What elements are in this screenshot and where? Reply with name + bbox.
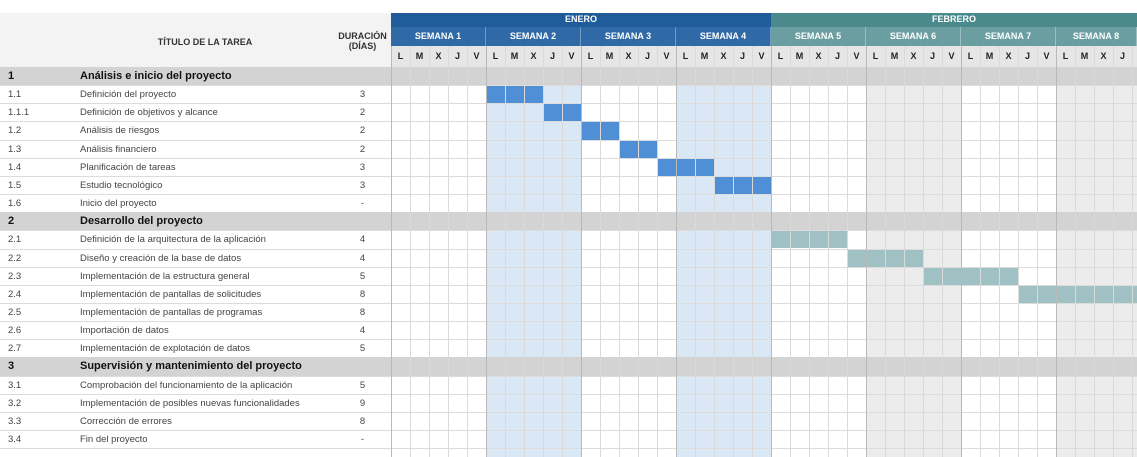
duration-header-line2: (DÍAS) [348,41,377,51]
grid-column-line [752,46,753,457]
day-header-letter: L [397,51,404,61]
grid-column-line [657,46,658,457]
task-title: Inicio del proyecto [80,198,157,210]
task-title: Implementación de posibles nuevas funcionalidades [80,397,300,409]
grid-column-line [999,46,1000,457]
day-header-letter: L [1062,51,1069,61]
row-divider [0,85,1137,86]
grid-column-line [1018,46,1019,457]
grid-column-line [847,46,848,457]
task-bar-1.1[interactable] [486,86,543,103]
grid-column-line [524,46,525,457]
grid-column-line [467,46,468,457]
grid-column-line [1113,46,1114,457]
week-header-7: SEMANA 7 [961,27,1056,46]
day-header-letter: M [795,51,804,61]
day-header-letter: V [948,51,955,61]
task-id: 1.4 [8,161,22,173]
day-header-letter: M [415,51,424,61]
task-id: 2.6 [8,325,22,337]
day-header-letter: J [549,51,555,61]
section-title: Desarrollo del proyecto [80,215,203,228]
week-header-4: SEMANA 4 [676,27,771,46]
row-divider [0,448,1137,449]
section-id: 2 [8,215,15,228]
grid-column-line [866,46,867,457]
row-divider [0,140,1137,141]
grid-column-line [828,46,829,457]
month-header-february: FEBRERO [771,13,1137,27]
task-duration: 5 [359,379,366,391]
task-duration: 9 [359,397,366,409]
section-title: Supervisión y mantenimiento del proyecto [80,360,302,373]
duration-header [335,31,390,51]
week-shade-2 [486,67,581,457]
grid-column-line [980,46,981,457]
day-header-letter: M [985,51,994,61]
day-header-letter: J [739,51,745,61]
task-bar-2.4[interactable] [1018,286,1137,303]
task-bar-2.3[interactable] [923,268,1018,285]
task-title: Análisis de riesgos [80,125,160,137]
row-divider [0,176,1137,177]
grid-column-line [429,46,430,457]
grid-column-line [505,46,506,457]
task-title: Estudio tecnológico [80,179,163,191]
day-header-letter: V [473,51,480,61]
day-header-letter: J [929,51,935,61]
grid-column-line [391,46,392,457]
task-duration: 5 [359,270,366,282]
row-divider [0,376,1137,377]
row-divider [0,158,1137,159]
task-title: Importación de datos [80,325,169,337]
day-header-letter: M [890,51,899,61]
grid-column-line [562,46,563,457]
day-header-letter: V [758,51,765,61]
week-shade-4 [676,67,771,457]
week-header-1: SEMANA 1 [391,27,486,46]
grid-column-line [733,46,734,457]
task-title: Implementación de la estructura general [80,270,250,282]
task-duration: 4 [359,234,366,246]
row-divider [0,285,1137,286]
day-header-letter: J [834,51,840,61]
task-id: 2.7 [8,343,22,355]
task-duration: - [360,434,365,445]
week-header-3: SEMANA 3 [581,27,676,46]
task-id: 3.4 [8,434,22,445]
task-duration: 3 [359,89,366,101]
row-divider [0,412,1137,413]
row-divider [0,321,1137,322]
day-header-letter: L [872,51,879,61]
task-duration: 8 [359,288,366,300]
grid-column-line [600,46,601,457]
grid-column-line [695,46,696,457]
task-duration: 2 [359,143,366,155]
grid-column-line [619,46,620,457]
week-header-8: SEMANA 8 [1056,27,1137,46]
day-header-letter: M [605,51,614,61]
day-header-letter: X [815,51,822,61]
grid-column-line [581,46,582,457]
section-id: 1 [8,70,15,82]
row-divider [0,194,1137,195]
task-duration: 5 [359,343,366,355]
task-title: Análisis financiero [80,143,157,155]
task-duration: - [360,198,365,210]
row-divider [0,121,1137,122]
task-id: 3.2 [8,397,22,409]
task-title: Implementación de pantallas de solicitudes [80,288,262,300]
day-header-letter: X [530,51,537,61]
task-id: 3.1 [8,379,22,391]
task-title: Planificación de tareas [80,161,176,173]
task-duration: 4 [359,325,366,337]
day-header-letter: J [644,51,650,61]
day-header-letter: X [720,51,727,61]
grid-column-line [771,46,772,457]
task-id: 2.4 [8,288,22,300]
grid-column-line [885,46,886,457]
day-header-letter: J [454,51,460,61]
task-title: Definición del proyecto [80,89,177,101]
grid-column-line [790,46,791,457]
day-header-letter: M [510,51,519,61]
task-duration: 3 [359,179,366,191]
task-duration: 8 [359,415,366,427]
grid-column-line [1132,46,1133,457]
grid-column-line [676,46,677,457]
task-id: 3.3 [8,415,22,427]
week-shade-8 [1056,67,1137,457]
task-bar-1.5[interactable] [714,177,771,194]
day-header-letter: L [777,51,784,61]
day-header-letter: M [1080,51,1089,61]
grid-column-line [809,46,810,457]
grid-column-line [942,46,943,457]
day-header-letter: L [967,51,974,61]
day-header-letter: L [682,51,689,61]
task-id: 2.2 [8,252,22,264]
day-header-letter: L [492,51,499,61]
day-header-letter: X [1100,51,1107,61]
task-id: 2.1 [8,234,22,246]
grid-column-line [638,46,639,457]
day-header-letter: M [700,51,709,61]
day-header-letter: X [625,51,632,61]
day-header-letter: X [910,51,917,61]
day-header-letter: J [1024,51,1030,61]
task-id: 1.5 [8,179,22,191]
task-title: Corrección de errores [80,415,172,427]
day-header-letter: J [1119,51,1125,61]
day-header-letter: X [435,51,442,61]
task-title: Diseño y creación de la base de datos [80,252,242,264]
task-title: Fin del proyecto [80,434,148,445]
grid-column-line [486,46,487,457]
week-header-2: SEMANA 2 [486,27,581,46]
grid-column-line [1056,46,1057,457]
task-id: 1.6 [8,198,22,210]
row-divider [0,303,1137,304]
grid-column-line [1094,46,1095,457]
task-id: 1.3 [8,143,22,155]
task-id: 2.3 [8,270,22,282]
task-title: Definición de objetivos y alcance [80,107,218,119]
month-header-january: ENERO [391,13,771,27]
week-header-6: SEMANA 6 [866,27,961,46]
row-divider [0,230,1137,231]
row-divider [0,394,1137,395]
row-divider [0,249,1137,250]
task-id: 1.1.1 [8,107,30,119]
day-header-letter: V [568,51,575,61]
day-header-letter: V [663,51,670,61]
task-title: Implementación de pantallas de programas [80,306,263,318]
grid-column-line [1075,46,1076,457]
section-title: Análisis e inicio del proyecto [80,70,232,82]
task-duration: 2 [359,125,366,137]
grid-column-line [448,46,449,457]
row-divider [0,430,1137,431]
task-title-header: TÍTULO DE LA TAREA [157,37,253,47]
grid-column-line [923,46,924,457]
grid-column-line [543,46,544,457]
task-title: Definición de la arquitectura de la aplicación [80,234,266,246]
day-header-letter: X [1005,51,1012,61]
task-title: Implementación de explotación de datos [80,343,251,355]
day-header-letter: L [587,51,594,61]
week-header-5: SEMANA 5 [771,27,866,46]
task-bar-1.4[interactable] [657,159,714,176]
grid-column-line [410,46,411,457]
section-id: 3 [8,360,15,373]
grid-column-line [714,46,715,457]
task-id: 1.2 [8,125,22,137]
day-header-letter: V [853,51,860,61]
task-duration: 2 [359,107,366,119]
task-duration: 4 [359,252,366,264]
task-title: Comprobación del funcionamiento de la aplicación [80,379,293,391]
duration-header-line1: DURACIÓN [338,31,387,41]
grid-column-line [1037,46,1038,457]
task-id: 1.1 [8,89,22,101]
grid-column-line [961,46,962,457]
day-header-letter: V [1043,51,1050,61]
grid-column-line [904,46,905,457]
task-duration: 3 [359,161,366,173]
task-id: 2.5 [8,306,22,318]
row-divider [0,339,1137,340]
task-duration: 8 [359,306,366,318]
